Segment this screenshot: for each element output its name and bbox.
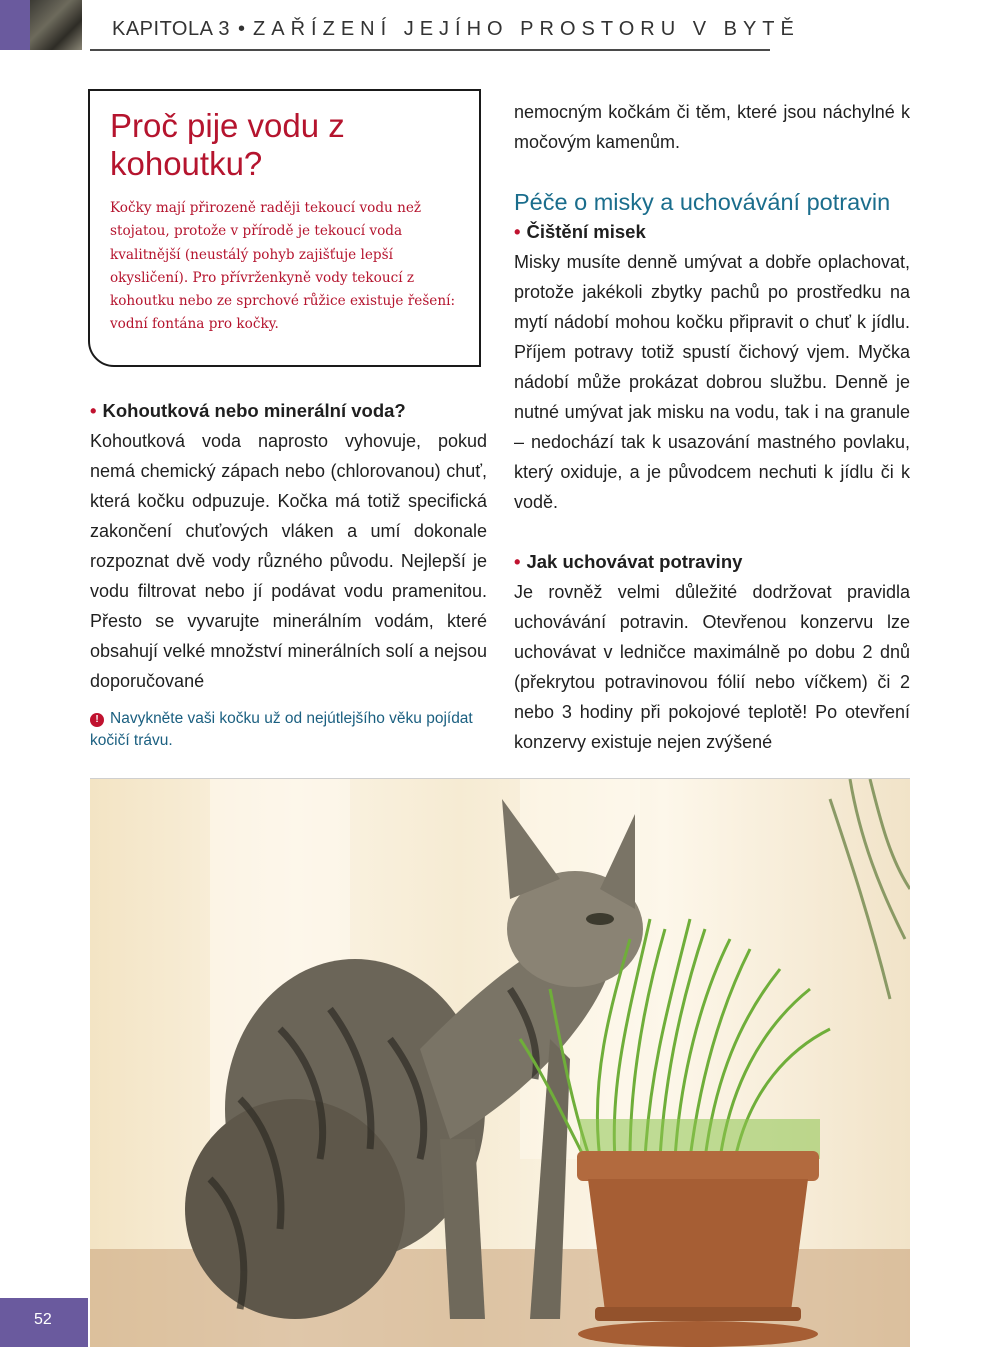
subhead-text: Kohoutková nebo minerální voda?: [102, 400, 406, 421]
subhead-text: Čištění misek: [526, 221, 646, 242]
chapter-color-tab: [0, 0, 30, 50]
running-header: [112, 18, 800, 41]
bullet-dot-icon: •: [90, 400, 97, 421]
tip-text: Navykněte vaši kočku už od nejútlejšího věku pojídat kočičí trávu.: [90, 710, 473, 749]
bullet-dot-icon: •: [514, 551, 521, 572]
subhead-food-storage: [514, 547, 910, 577]
kitten-with-cat-grass-photo: [90, 779, 910, 1347]
paragraph-tap-water: Kohoutková voda naprosto vyhovuje, pokud nemá chemický zápach nebo (chlorovanou) chuť, která kočku odpuzuje. Kočka má totiž specifická zakončení chuťových vláken a umí dokonale rozpoznat dvě vody různého původu. Nejlepší je vodu filtrovat nebo jí podávat vodu pramenitou. Přesto se vyvarujte minerálním vodám, které obsahují velké množství minerálních solí a nejsou doporučované: [90, 431, 487, 691]
page-number: 52: [34, 1311, 52, 1328]
chapter-label: KAPITOLA 3: [112, 18, 231, 40]
paragraph-bowl-cleaning: Misky musíte denně umývat a dobře oplachovat, protože jakékoli zbytky pachů po prostředku na mytí nádobí mohou kočku připravit o chuť k jídlu. Příjem potravy totiž spustí čichový vjem. Myčka nádobí může prokázat dobrou službu. Denně je nutné umývat jak misku na vodu, tak i na granule – nedochází tak k usazování mastného povlaku, který oxiduje, a je původcem nechuti k jídlu či k vodě.: [514, 252, 910, 512]
callout-body: Kočky mají přirozeně raději tekoucí vodu než stojatou, protože v přírodě je tekoucí voda kvalitnější (neustálý pohyb zajišťuje lepší okysličení). Pro přívrženkyně vody tekoucí z kohoutku nebo ze sprchové růžice existuje řešení: vodní fontána pro kočky.: [110, 200, 456, 333]
callout-title: Proč pije vodu z kohoutku?: [110, 107, 345, 182]
spacer: [514, 517, 910, 547]
chapter-title: ZAŘÍZENÍ JEJÍHO PROSTORU V BYTĚ: [253, 18, 800, 40]
bullet-dot-icon: •: [514, 221, 521, 242]
subhead-text: Jak uchovávat potraviny: [526, 551, 743, 572]
chapter-thumbnail-image: [30, 0, 82, 50]
subhead-tap-water: [90, 396, 487, 426]
subhead-bowl-cleaning: [514, 217, 910, 247]
photo-illustration: [90, 779, 910, 1347]
paragraph-food-storage: Je rovněž velmi důležité dodržovat pravidla uchovávání potravin. Otevřenou konzervu lze uchovávat v ledničce maximálně po dobu 2 dnů (překrytou potravinovou fólií nebo víčkem) či 2 nebo 3 hodiny při pokojové teplotě! Po otevření konzervy existuje nejen zvýšené: [514, 582, 910, 752]
section-title: Péče o misky a uchovávání potravin: [514, 189, 891, 215]
spacer: [514, 157, 910, 187]
header-separator: •: [238, 18, 246, 40]
exclamation-icon: !: [90, 713, 104, 727]
paragraph-continuation: nemocným kočkám či těm, které jsou náchylné k močovým kamenům.: [514, 102, 910, 152]
header-rule: [90, 49, 770, 51]
left-column: [90, 396, 487, 696]
flower-pot-shape: [577, 1151, 819, 1347]
tip-note: [90, 708, 490, 752]
callout-box: [88, 89, 481, 367]
right-column: [514, 97, 910, 757]
